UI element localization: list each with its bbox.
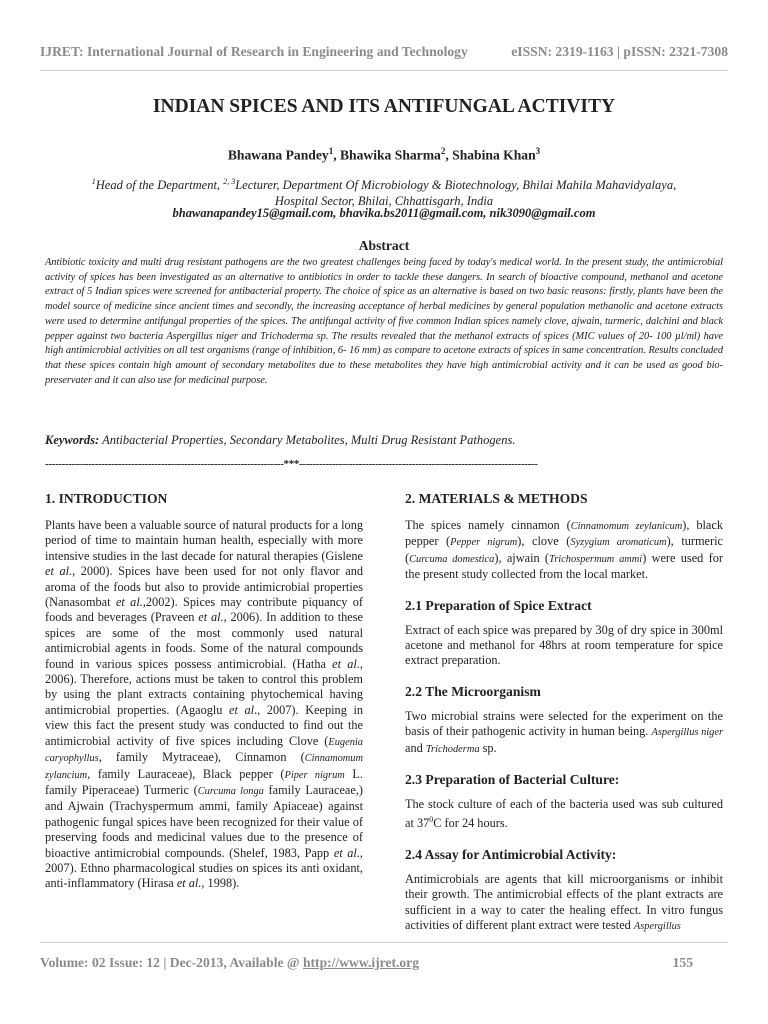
affil-line-2: Hospital Sector, Bhilai, Chhattisgarh, India	[274, 194, 494, 209]
affil-sup: 2, 3	[223, 177, 236, 186]
running-header	[40, 44, 728, 60]
materials-paragraph: The spices namely cinnamon (Cinnamomum zeylanicum), black pepper (Pepper nigrum), clove (Syzygium aromaticum), turmeric (Curcuma domestica), ajwain (Trichospermum ammi) were used for the present study collected from the local market.	[405, 518, 723, 582]
section-2-3-heading: 2.3 Preparation of Bacterial Culture:	[405, 772, 620, 788]
author-list: Bhawana Pandey$^1$, Bhawika Sharma$^2$, Shabina Khan$^3$	[227, 146, 541, 163]
keywords-text: Antibacterial Properties, Secondary Metabolites, Multi Drug Resistant Pathogens.	[99, 433, 516, 447]
keywords	[45, 433, 723, 448]
journal-name: IJRET: International Journal of Research in Engineering and Technology	[40, 44, 468, 59]
issn-info: eISSN: 2319-1163 | pISSN: 2321-7308	[511, 44, 728, 59]
section-2-1-paragraph: Extract of each spice was prepared by 30g of dry spice in 300ml acetone and methanol for 48hrs at room temperature for spice extract preparation.	[405, 622, 723, 668]
section-separator: ------------------------------------------------------------------------***------------------------------------------------------------------------	[45, 458, 538, 470]
author-sup: 2	[440, 146, 446, 156]
section-2-2-paragraph: Two microbial strains were selected for the experiment on the basis of their pathogenic activity in human being. Aspergillus niger and Trichoderma sp.	[405, 708, 723, 755]
section-2-4-paragraph: Antimicrobials are agents that kill microorganisms or inhibit their growth. The antimicrobial effects of the plant extracts are sufficient in a way to cater the healing effect. In vitro fungus activities of different plant extract were tested Aspergillus	[405, 871, 723, 933]
section-2-2-heading: 2.2 The Microorganism	[405, 683, 541, 699]
author-name: Bhawika Sharma	[339, 147, 441, 163]
volume-info: Volume: 02 Issue: 12 | Dec-2013, Available @ http://www.ijret.org	[40, 955, 419, 970]
journal-link[interactable]: http://www.ijret.org	[302, 955, 419, 970]
paper-title: INDIAN SPICES AND ITS ANTIFUNGAL ACTIVITY	[152, 96, 616, 117]
affil-line-1b: Lecturer, Department Of Microbiology & Biotechnology, Bhilai Mahila Mahavidyalaya,	[235, 178, 677, 193]
section-2-3-paragraph: The stock culture of each of the bacteria used was sub cultured at $37^0C$ for 24 hours.	[405, 797, 723, 831]
header-divider	[40, 70, 728, 71]
right-column	[405, 490, 723, 935]
intro-paragraph: Plants have been a valuable source of natural products for a long period of time to maintain human health, especially with more intensive studies in the last decade for natural therapies (Gislene et al., 2000). Spices have been used for not only flavor and aroma of the foods but also to provide antimicrobial properties (Nanasombat et al.,2002). Spices may contribute piquancy of foods and beverages (Praveen et al., 2006). In addition to these spices are some of the most commonly used natural antimicrobial agents in foods. Some of the natural compounds found in various spices possess antimicrobial. (Hatha et al., 2006). Therefore, actions must be taken to control this problem by using the plant extracts containing phytochemical having antimicrobial properties. (Agaoglu et al., 2007). Keeping in view this fact the present study was conducted to find out the antimicrobial activity of five spices including Clove (Eugenia caryophyllus, family Mytraceae), Cinnamon (Cinnamomum zylancium, family Lauraceae), Black pepper (Piper nigrum L. family Piperaceae) Turmeric (Curcuma longa family Lauraceae,) and Ajwain (Trachyspermum ammi, family Apiaceae) against pathogenic fungal spices have been recognized for their value of preserving foods and medicinal values due to the presence of bioactive antimicrobial compounds. (Shelef, 1983, Papp et al., 2007). Ethno pharmacological studies on spices its anti oxidant, anti-inflammatory (Hirasa et al., 1998).	[45, 518, 364, 891]
page-number: 155	[672, 955, 693, 970]
keywords-label: Keywords:	[45, 433, 100, 447]
section-2-1-heading: 2.1 Preparation of Spice Extract	[405, 597, 592, 613]
author-emails: bhawanapandey15@gmail.com, bhavika.bs2011@gmail.com, nik3090@gmail.com	[172, 206, 596, 220]
affil-sup: 1	[91, 177, 96, 186]
author-sup: 3	[535, 146, 541, 156]
abstract-text: Antibiotic toxicity and multi drug resistant pathogens are the two greatest challenges being faced by today's medical world. In the present study, the antimicrobial activity of spices has been investigated as an alternative to antibiotics in order to tackle these dangers. In search of bioactive compound, methanol and acetone extract of 5 Indian spices were screened for antibacterial property. The choice of spice as an alternative is based on two basic reasons: firstly, plants have been the model source of medicine since ancient times and secondly, the increasing acceptance of herbal medicines by general population methanolic and acetone extracts were used to determine antifungal properties of the spices. The antifungal activity of five common Indian spices namely clove, ajwain, turmeric, dalchini and black pepper against two bacteria Aspergillus niger and Trichoderma sp. The results revealed that the methanol extracts of spices (MIC values of 20- 100 µl/ml) have high antimicrobial activities on all test organisms (range of inhibition, 6- 16 mm) as compare to acetone extracts of spices in same concentration. Results concluded that these spices contain high amount of secondary metabolites due to these metabolites they have high antimicrobial activity and it can be used as good bio- preservater and it can also use for medicinal purpose.	[45, 257, 723, 386]
intro-heading: 1. INTRODUCTION	[45, 491, 168, 506]
author-name: Shabina Khan	[452, 147, 536, 163]
footer-divider	[40, 942, 728, 943]
left-column	[45, 490, 363, 892]
affil-line-1a: Head of the Department,	[95, 178, 224, 193]
author-sup: 1	[328, 146, 334, 156]
materials-heading: 2. MATERIALS & METHODS	[405, 491, 588, 506]
abstract-heading: Abstract	[358, 238, 410, 253]
running-footer	[40, 955, 728, 971]
section-2-4-heading: 2.4 Assay for Antimicrobial Activity:	[405, 846, 617, 862]
author-name: Bhawana Pandey	[227, 147, 329, 163]
affiliation	[40, 174, 728, 209]
